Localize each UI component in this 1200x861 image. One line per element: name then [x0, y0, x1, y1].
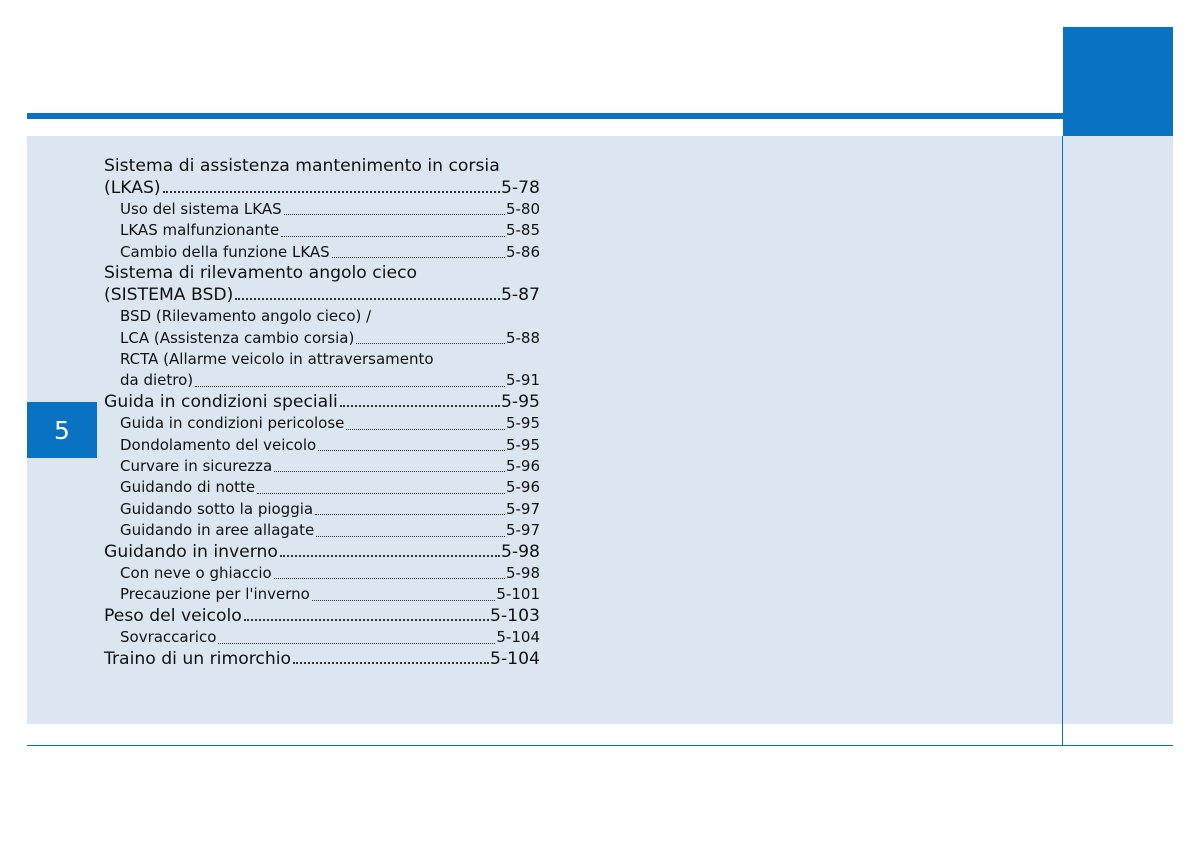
header-rule [27, 113, 1063, 119]
toc-subsection-entry[interactable] [104, 456, 540, 477]
toc-entry-label: Guida in condizioni speciali [104, 391, 338, 412]
toc-subsection-entry[interactable] [104, 520, 540, 541]
toc-page-number: 5-104 [496, 628, 540, 647]
dot-leader [274, 471, 505, 472]
toc-subsection-entry[interactable] [104, 370, 540, 391]
dot-leader [274, 578, 505, 579]
toc-section-entry[interactable] [104, 606, 540, 628]
toc-entry-label: Sovraccarico [120, 628, 217, 647]
toc-entry-label: Guidando di notte [120, 478, 256, 497]
toc-entry-label: Peso del veicolo [104, 605, 242, 626]
toc-page-number: 5-104 [490, 648, 540, 669]
toc-page-number: 5-95 [505, 435, 540, 454]
toc-subsection-entry[interactable] [104, 563, 540, 584]
toc-subsection-entry[interactable] [104, 435, 540, 456]
dot-leader [284, 214, 505, 215]
toc-entry-line: Sistema di assistenza mantenimento in corsia [104, 156, 500, 176]
dot-leader [281, 236, 505, 237]
toc-entry-label: Guida in condizioni pericolose [120, 414, 345, 433]
dot-leader [332, 257, 505, 258]
toc-entry-label: LCA (Assistenza cambio corsia) [120, 328, 355, 347]
dot-leader [315, 514, 505, 515]
footer-rule [27, 745, 1173, 746]
toc-page-number: 5-96 [505, 457, 540, 475]
toc-entry-line: Sistema di rilevamento angolo cieco [104, 263, 418, 284]
dot-leader [235, 298, 500, 300]
toc-entry-label: Con neve o ghiaccio [120, 564, 272, 583]
toc-page-number: 5-80 [505, 199, 540, 218]
toc-entry-label: LKAS malfunzionante [120, 221, 280, 240]
toc-entry-label: Precauzione per l'inverno [120, 585, 310, 604]
toc-page-number: 5-103 [490, 605, 540, 626]
toc-page-number: 5-101 [496, 585, 540, 604]
dot-leader [346, 429, 505, 430]
toc-page-number: 5-95 [505, 414, 540, 433]
toc-subsection-entry[interactable] [104, 242, 540, 263]
dot-leader [257, 493, 505, 494]
toc-page-number: 5-86 [505, 242, 540, 261]
toc-section-entry[interactable] [104, 542, 540, 564]
toc-page-number: 5-95 [500, 391, 540, 412]
dot-leader [195, 386, 505, 387]
toc-subsection-entry[interactable] [104, 328, 540, 349]
toc-subsection-entry[interactable] [104, 220, 540, 241]
toc-page-number: 5-88 [505, 328, 540, 347]
toc-page-number: 5-97 [505, 521, 540, 540]
toc-entry-label: Curvare in sicurezza [120, 457, 273, 475]
dot-leader [280, 555, 500, 557]
margin-rule [1062, 136, 1063, 746]
dot-leader [318, 450, 505, 451]
toc-entry-label: (SISTEMA BSD) [104, 284, 234, 305]
toc-entry-label: Guidando in inverno [104, 541, 278, 562]
toc-subsection-entry[interactable] [104, 477, 540, 498]
dot-leader [340, 405, 500, 407]
toc-entry-label: da dietro) [120, 371, 194, 390]
toc-page-number: 5-98 [505, 564, 540, 583]
chapter-tab [27, 402, 97, 458]
toc-section-entry[interactable] [104, 649, 540, 671]
table-of-contents [104, 156, 540, 670]
toc-entry-label: Uso del sistema LKAS [120, 199, 282, 218]
toc-entry-line: BSD (Rilevamento angolo cieco) / [120, 307, 372, 326]
dot-leader [218, 643, 495, 644]
toc-page-number: 5-85 [505, 221, 540, 240]
toc-page-number: 5-78 [500, 177, 540, 198]
header-corner-block [1063, 27, 1173, 136]
dot-leader [244, 619, 489, 621]
toc-entry-label: Cambio della funzione LKAS [120, 242, 330, 261]
dot-leader [312, 600, 496, 601]
dot-leader [356, 343, 505, 344]
toc-page-number: 5-98 [500, 541, 540, 562]
toc-page-number: 5-97 [505, 499, 540, 518]
toc-subsection-entry[interactable] [104, 499, 540, 520]
toc-entry-label: Dondolamento del veicolo [120, 435, 317, 454]
toc-page-number: 5-96 [505, 478, 540, 497]
toc-section-entry[interactable] [104, 392, 540, 414]
toc-subsection-entry[interactable] [104, 413, 540, 434]
chapter-number: 5 [54, 415, 70, 445]
toc-entry-label: Traino di un rimorchio [104, 648, 292, 669]
toc-subsection-entry[interactable] [104, 584, 540, 605]
dot-leader [293, 662, 489, 664]
toc-section-entry[interactable] [104, 178, 540, 200]
toc-entry-label: Guidando sotto la pioggia [120, 499, 314, 518]
toc-page-number: 5-87 [500, 284, 540, 305]
toc-entry-label: Guidando in aree allagate [120, 521, 315, 540]
toc-entry-label: (LKAS) [104, 177, 161, 198]
toc-section-entry[interactable] [104, 285, 540, 307]
dot-leader [163, 191, 500, 193]
toc-subsection-entry[interactable] [104, 627, 540, 648]
dot-leader [316, 536, 505, 537]
toc-subsection-entry[interactable] [104, 199, 540, 220]
toc-page-number: 5-91 [505, 371, 540, 390]
toc-entry-line: RCTA (Allarme veicolo in attraversamento [120, 349, 434, 368]
